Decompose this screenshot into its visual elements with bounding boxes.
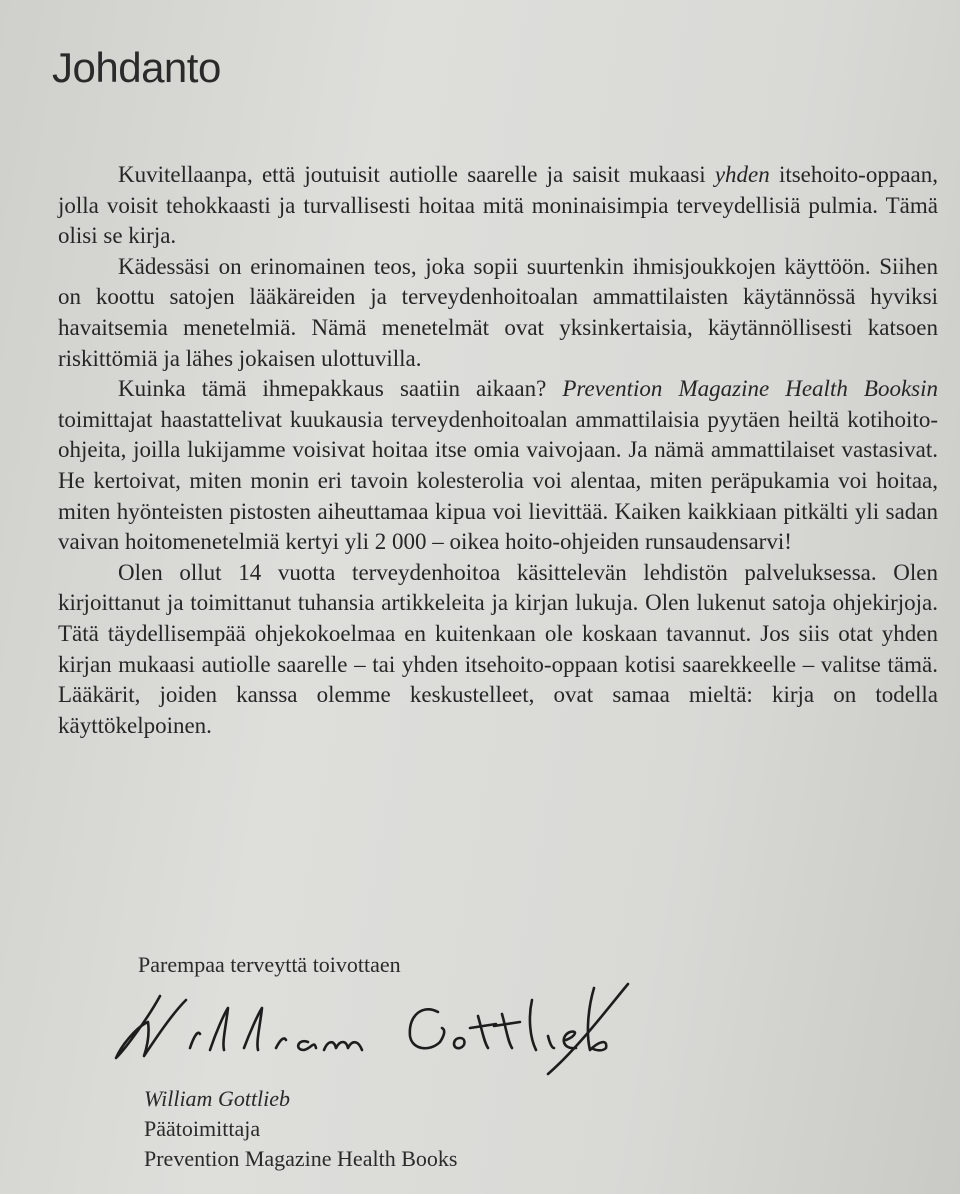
page-title: Johdanto bbox=[52, 44, 221, 91]
paragraph-4 bbox=[58, 558, 938, 742]
paragraph-3 bbox=[58, 374, 938, 558]
paragraph-2-text: Kädessäsi on erinomainen teos, joka sopii suurtenkin ihmisjoukkojen käyttöön. Siihen on koottu satojen lääkäreiden ja terveydenhoitoalan ammattilaisten käytännössä hyviksi havaitsemia menetelmiä. Nämä menetelmät ovat yksinkertaisia, käytännöllisesti katsoen riskittömiä ja lähes jokaisen ulottuvilla. bbox=[58, 253, 938, 371]
publisher-name: Prevention Magazine Health Books bbox=[144, 1146, 458, 1171]
paragraph-1 bbox=[58, 160, 938, 252]
paragraph-1-text-a: Kuvitellaanpa, että joutuisit autiolle saarelle ja saisit mukaasi bbox=[118, 162, 715, 187]
closing-line: Parempaa terveyttä toivottaen bbox=[138, 952, 401, 977]
author-role: Päätoimittaja bbox=[144, 1116, 261, 1141]
paragraph-3-text-b: toimittajat haastattelivat kuukausia terveydenhoitoalan ammattilaisia pyytäen heiltä kotihoito-ohjeita, joilla lukijamme voisivat hoitaa itse omia vaivojaan. Ja nämä ammattilaiset vastasivat. He kertoivat, miten monin eri tavoin kolesterolia voi alentaa, miten peräpukamia voi hoitaa, miten hyönteisten pistosten aiheuttamaa kipua voi lievittää. Kaiken kaikkiaan pitkälti yli sadan vaivan hoitomenetelmiä kertyi yli 2 000 – oikea hoito-ohjeiden runsaudensarvi! bbox=[58, 406, 938, 555]
paragraph-1-text-b: itsehoito-oppaan, jolla voisit tehokkaasti ja turvallisesti hoitaa mitä moninaisimpia terveydellisiä pulmia. Tämä olisi se kirja. bbox=[58, 162, 938, 249]
paragraph-3-emphasis: Prevention Magazine Health Booksin bbox=[562, 376, 938, 402]
paragraph-3-text-a: Kuinka tämä ihmepakkaus saatiin aikaan? bbox=[118, 376, 563, 402]
body-text bbox=[58, 160, 938, 741]
paragraph-4-text: Olen ollut 14 vuotta terveydenhoitoa käsittelevän lehdistön palveluksessa. Olen kirjoittanut ja toimittanut tuhansia artikkeleita ja kirjan lukuja. Olen lukenut satoja ohjekirjoja. Tätä täydellisempää ohjekokoelmaa en kuitenkaan ole koskaan tavannut. Jos siis otat yhden kirjan mukaasi autiolle saarelle – tai yhden itsehoito-oppaan kotisi saarekkeelle – valitse tämä. Lääkärit, joiden kanssa olemme keskustelleet, ovat samaa mieltä: kirja on todella käyttökelpoinen. bbox=[58, 559, 938, 738]
author-name: William Gottlieb bbox=[144, 1086, 291, 1111]
handwritten-signature bbox=[108, 978, 668, 1078]
paragraph-2 bbox=[58, 252, 938, 374]
signature-block bbox=[144, 1084, 457, 1174]
paragraph-1-emphasis: yhden bbox=[714, 162, 770, 187]
